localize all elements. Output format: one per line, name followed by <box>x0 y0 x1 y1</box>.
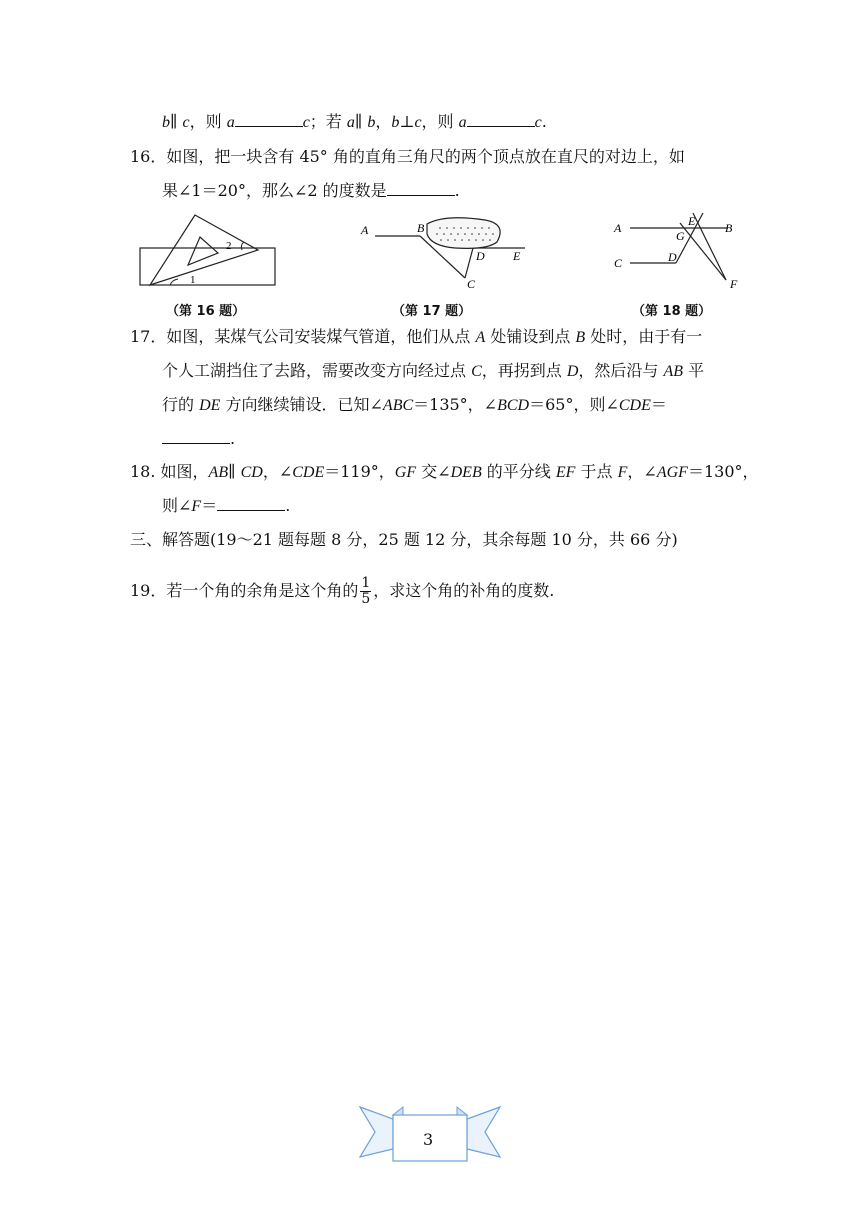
q18-text: ＝119°， <box>324 462 395 481</box>
q18-text: ，∠ <box>627 462 657 481</box>
label-A: A <box>361 223 369 237</box>
label-E: E <box>688 214 696 228</box>
point-A: A <box>475 329 486 346</box>
figure-16-caption: （第 16 题） <box>166 304 246 319</box>
q18-text: ＝130°， <box>687 462 759 481</box>
q18-line1 <box>130 462 759 483</box>
q18-line2 <box>162 496 290 517</box>
q19-text: ，求这个角的补角的度数. <box>373 581 555 600</box>
q16-text: 果∠1＝20°，那么∠2 的度数是 <box>162 181 387 200</box>
answer-blank[interactable] <box>217 496 285 511</box>
q18-text: 于点 <box>575 462 618 481</box>
q15-tail <box>162 112 547 133</box>
line-gf <box>680 223 726 280</box>
q18-text: ，∠ <box>262 462 293 481</box>
q19-line <box>130 576 554 607</box>
label-2: 2 <box>226 240 232 252</box>
answer-blank[interactable] <box>235 112 303 127</box>
ribbon-right-tail <box>467 1107 500 1157</box>
segment-GF: GF <box>394 464 417 481</box>
q17-text: ＝135°，∠ <box>413 395 498 414</box>
q17-text: 行的 <box>162 395 200 414</box>
q18-text: 18. 如图， <box>130 462 209 481</box>
figure-17 <box>355 210 535 290</box>
comma: ， <box>375 112 392 131</box>
q17-line4 <box>162 429 235 449</box>
angle-AGF: AGF <box>656 464 688 481</box>
label-C: C <box>467 277 476 290</box>
q17-text: 平 <box>683 361 705 380</box>
text-if: ；若 <box>309 112 347 131</box>
var-a: a <box>346 114 355 131</box>
angle-ABC: ABC <box>382 397 414 414</box>
angle-1-arc <box>170 279 178 285</box>
point-C: C <box>471 363 482 380</box>
label-1: 1 <box>190 274 196 286</box>
period: . <box>541 112 547 131</box>
lake <box>427 218 500 249</box>
q18-text: 的平分线 <box>481 462 556 481</box>
angle-CDE: CDE <box>292 464 325 481</box>
q17-line3 <box>162 395 667 416</box>
label-G: G <box>676 229 685 243</box>
point-B: B <box>575 329 586 346</box>
text-then: ，则 <box>189 112 227 131</box>
q17-text: 处时，由于有一 <box>585 327 703 346</box>
period: . <box>285 496 291 515</box>
angle-BCD: BCD <box>497 397 530 414</box>
label-E: E <box>513 249 521 263</box>
q18-text: 则∠ <box>162 496 192 515</box>
label-F: F <box>730 277 738 291</box>
var-c: c <box>414 114 422 131</box>
angle-DEB: DEB <box>450 464 482 481</box>
q18-text: ＝ <box>201 496 218 515</box>
ribbon-fold-left <box>393 1107 403 1115</box>
fraction-numerator: 1 <box>361 575 371 591</box>
label-D: D <box>476 249 485 263</box>
label-A: A <box>614 221 622 235</box>
var-c: c <box>302 114 310 131</box>
text-then: ，则 <box>421 112 459 131</box>
angle-F: F <box>191 498 202 515</box>
q16-line1: 16．如图，把一块含有 45° 角的直角三角尺的两个顶点放在直尺的对边上，如 <box>130 147 685 166</box>
label-C: C <box>614 256 623 270</box>
angle-CDE: CDE <box>618 397 651 414</box>
q17-text: 方向继续铺设．已知∠ <box>220 395 383 414</box>
q17-text: ，再拐到点 <box>481 361 567 380</box>
segment-CD: CD <box>240 464 263 481</box>
q17-line2 <box>162 361 704 382</box>
fraction-one-fifth <box>360 576 371 607</box>
period: . <box>454 181 460 200</box>
pipe-cd <box>465 248 473 278</box>
q19-text: 19．若一个角的余角是这个角的 <box>130 581 359 600</box>
period: . <box>230 429 236 448</box>
var-b: b <box>162 114 170 131</box>
perp-sign: ⊥ <box>399 112 415 131</box>
q17-text: ＝65°，则∠ <box>529 395 619 414</box>
parallel-sign: ∥ <box>354 112 368 131</box>
fraction-denominator: 5 <box>361 591 371 607</box>
q17-text: 17．如图，某煤气公司安装煤气管道，他们从点 <box>130 327 476 346</box>
figure-18 <box>608 208 748 296</box>
parallel-sign: ∥ <box>170 112 183 131</box>
var-a: a <box>226 114 235 131</box>
line-ef <box>693 213 726 280</box>
segment-DE: DE <box>199 397 221 414</box>
section-3-heading: 三、解答题(19～21 题每题 8 分，25 题 12 分，其余每题 10 分，共 66 分) <box>130 530 678 549</box>
page-number: 3 <box>423 1130 434 1149</box>
var-b: b <box>391 114 400 131</box>
q16-line2 <box>162 181 460 201</box>
var-b: b <box>367 114 376 131</box>
var-c: c <box>534 114 542 131</box>
q17-line1 <box>130 327 702 348</box>
figure-16 <box>130 205 290 300</box>
ribbon-left-tail <box>360 1107 393 1157</box>
answer-blank[interactable] <box>387 181 455 196</box>
triangle-inner <box>188 237 218 265</box>
q17-text: ，然后沿与 <box>578 361 664 380</box>
segment-AB: AB <box>208 464 229 481</box>
q17-text: 个人工湖挡住了去路，需要改变方向经过点 <box>162 361 472 380</box>
segment-AB: AB <box>663 363 684 380</box>
point-F: F <box>617 464 628 481</box>
q17-text: ＝ <box>650 395 667 414</box>
answer-blank[interactable] <box>162 429 230 444</box>
answer-blank[interactable] <box>467 112 535 127</box>
segment-EF: EF <box>555 464 576 481</box>
label-D: D <box>668 250 677 264</box>
ribbon-fold-right <box>457 1107 467 1115</box>
angle-2-arc <box>241 242 244 250</box>
figure-18-caption: （第 18 题） <box>632 304 712 319</box>
q18-text: 交∠ <box>416 462 451 481</box>
point-D: D <box>566 363 579 380</box>
var-c: c <box>182 114 190 131</box>
figure-17-caption: （第 17 题） <box>392 304 472 319</box>
parallel-sign: ∥ <box>228 462 241 481</box>
q17-text: 处铺设到点 <box>485 327 576 346</box>
label-B: B <box>725 221 733 235</box>
label-B: B <box>417 221 425 235</box>
var-a: a <box>458 114 467 131</box>
